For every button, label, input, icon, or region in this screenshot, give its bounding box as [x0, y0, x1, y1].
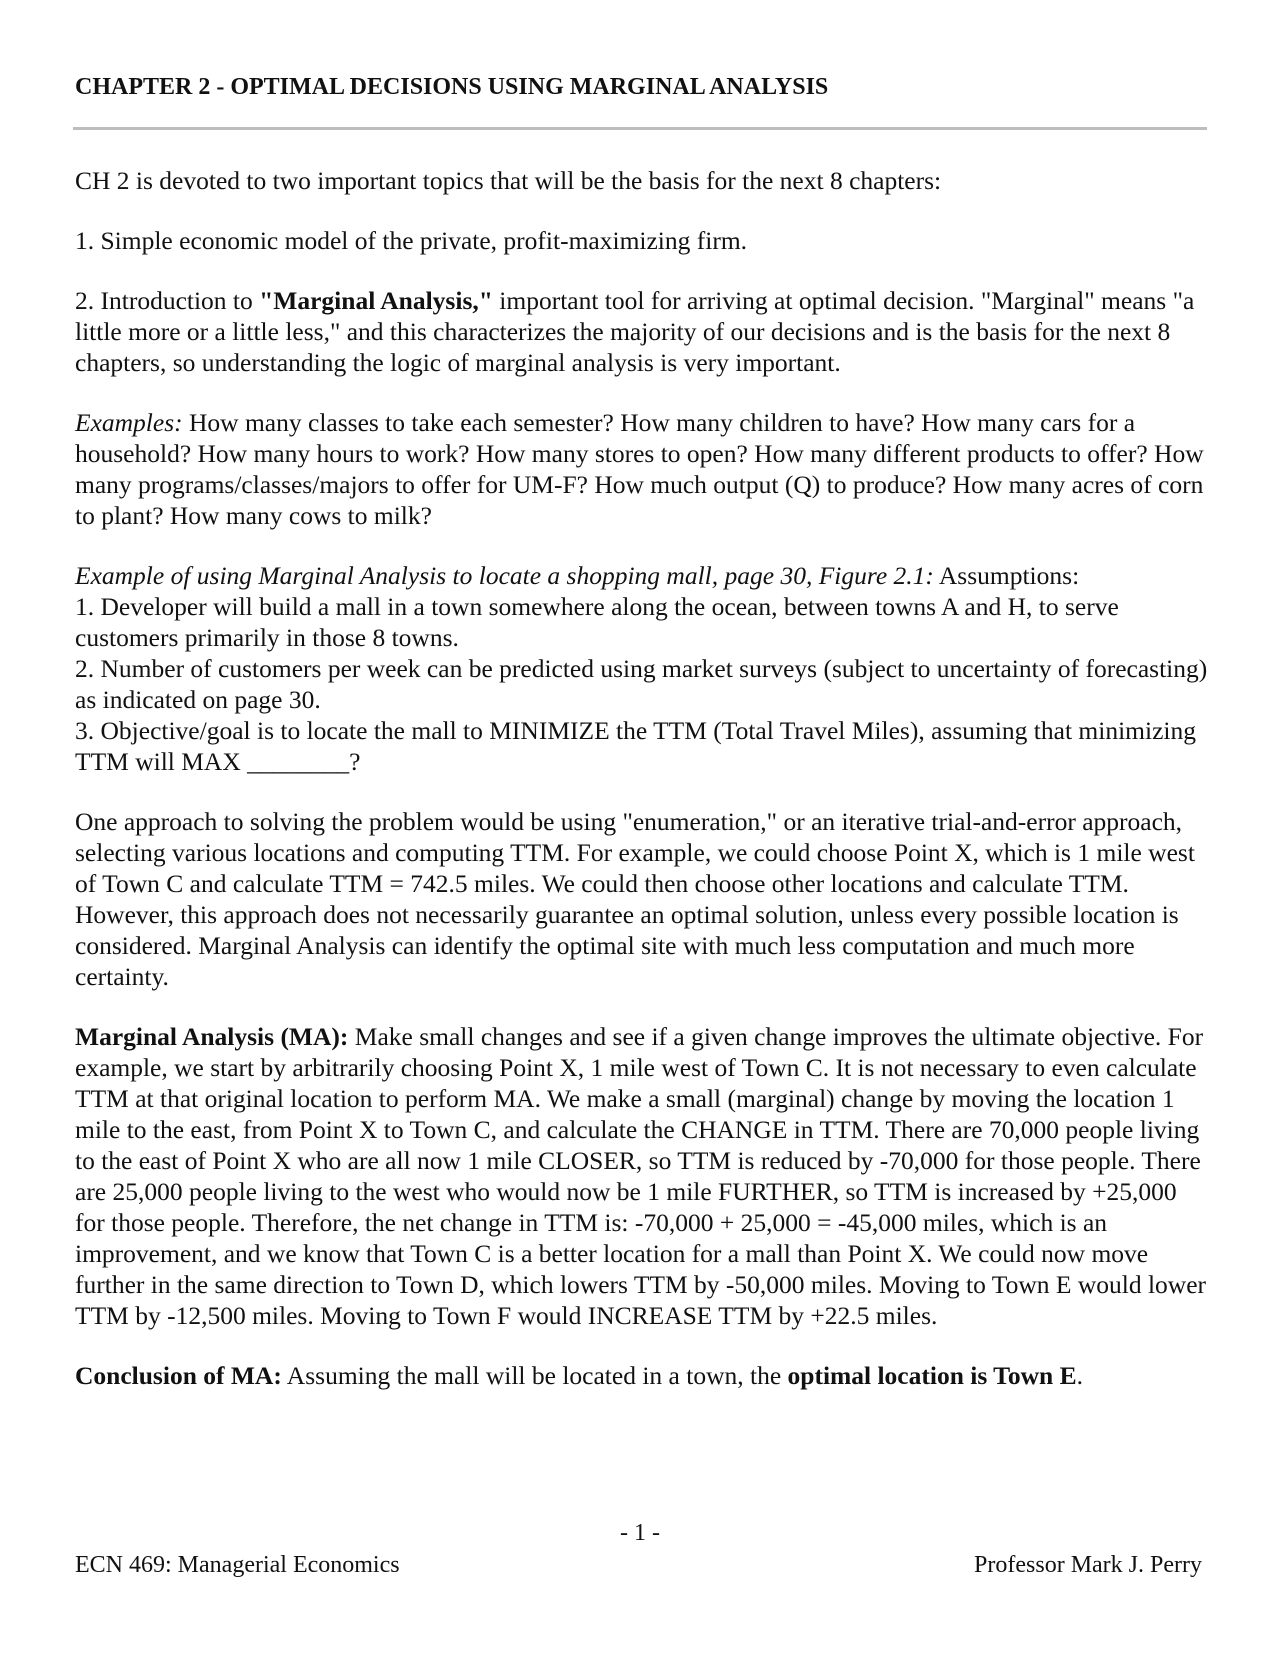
ma-label: Marginal Analysis (MA): — [75, 1022, 349, 1051]
examples-label: Examples: — [75, 408, 183, 437]
ma-text: Make small changes and see if a given change improves the ultimate objective. For example, we start by arbitrarily choosing Point X, 1 mile west of Town C. It is not necessary to even calculate TTM at that original location to perform MA. We make a small (marginal) change by moving the location 1 mile to the east, from Point X to Town C, and calculate the CHANGE in TTM. There are 70,000 people living to the east of Point X who are all now 1 mile CLOSER, so TTM is reduced by -70,000 for those people. There are 25,000 people living to the west who would now be 1 mile FURTHER, so TTM is increased by +25,000 for those people. Therefore, the net change in TTM is: -70,000 + 25,000 = -45,000 miles, which is an improvement, and we know that Town C is a better location for a mall than Point X. We could now move further in the same direction to Town D, which lowers TTM by -50,000 miles. Moving to Town E would lower TTM by -12,500 miles. Moving to Town F would INCREASE TTM by +22.5 miles. — [75, 1022, 1207, 1330]
conclusion-bold: optimal location is Town E — [787, 1361, 1077, 1390]
topic-2-bold-term: "Marginal Analysis," — [259, 286, 493, 315]
conclusion-text: Assuming the mall will be located in a town, the — [281, 1361, 788, 1390]
enumeration-paragraph: One approach to solving the problem would be using "enumeration," or an iterative trial-and-error approach, selecting various locations and computing TTM. For example, we could choose Point X, which is 1 mile west of Town C and calculate TTM = 742.5 miles. We could then choose other locations and calculate TTM. However, this approach does not necessarily guarantee an optimal solution, unless every possible location is considered. Marginal Analysis can identify the optimal site with much less computation and much more certainty. — [75, 807, 1195, 991]
topic-2-paragraph — [75, 285, 1210, 378]
conclusion-end: . — [1076, 1361, 1083, 1390]
footer-course: ECN 469: Managerial Economics — [75, 1552, 400, 1578]
examples-paragraph — [75, 407, 1210, 531]
intro-paragraph: CH 2 is devoted to two important topics that will be the basis for the next 8 chapters: — [75, 166, 942, 195]
mall-example-paragraph — [75, 560, 1210, 777]
topic-1-paragraph: 1. Simple economic model of the private, profit-maximizing firm. — [75, 226, 748, 255]
page-number: - 1 - — [620, 1520, 660, 1546]
topic-2-prefix: 2. Introduction to — [75, 286, 260, 315]
conclusion-paragraph — [75, 1360, 1210, 1391]
assumption-1: 1. Developer will build a mall in a town somewhere along the ocean, between towns A and H, to serve customers primarily in those 8 towns. — [75, 592, 1119, 652]
document-body — [75, 165, 1210, 1391]
topic-2-text: important tool for arriving at optimal decision. "Marginal" means "a little more or a little less," and this characterizes the majority of our decisions and is the basis for the next 8 chapters, so understanding the logic of marginal analysis is very important. — [75, 286, 1195, 377]
marginal-analysis-paragraph — [75, 1021, 1210, 1331]
assumptions-label: Assumptions: — [933, 561, 1080, 590]
footer-professor: Professor Mark J. Perry — [974, 1552, 1202, 1578]
title-divider — [73, 127, 1207, 130]
mall-example-label: Example of using Marginal Analysis to locate a shopping mall, page 30, Figure 2.1: — [75, 561, 934, 590]
assumption-2: 2. Number of customers per week can be predicted using market surveys (subject to uncertainty of forecasting) as indicated on page 30. — [75, 654, 1208, 714]
conclusion-label: Conclusion of MA: — [75, 1361, 282, 1390]
page-title: CHAPTER 2 - OPTIMAL DECISIONS USING MARGINAL ANALYSIS — [75, 74, 829, 100]
examples-text: How many classes to take each semester? How many children to have? How many cars for a household? How many hours to work? How many stores to open? How many different products to offer? How many programs/classes/majors to offer for UM-F? How much output (Q) to produce? How many acres of corn to plant? How many cows to milk? — [75, 408, 1204, 530]
assumption-3: 3. Objective/goal is to locate the mall to MINIMIZE the TTM (Total Travel Miles), assuming that minimizing TTM will MAX ________? — [75, 716, 1196, 776]
